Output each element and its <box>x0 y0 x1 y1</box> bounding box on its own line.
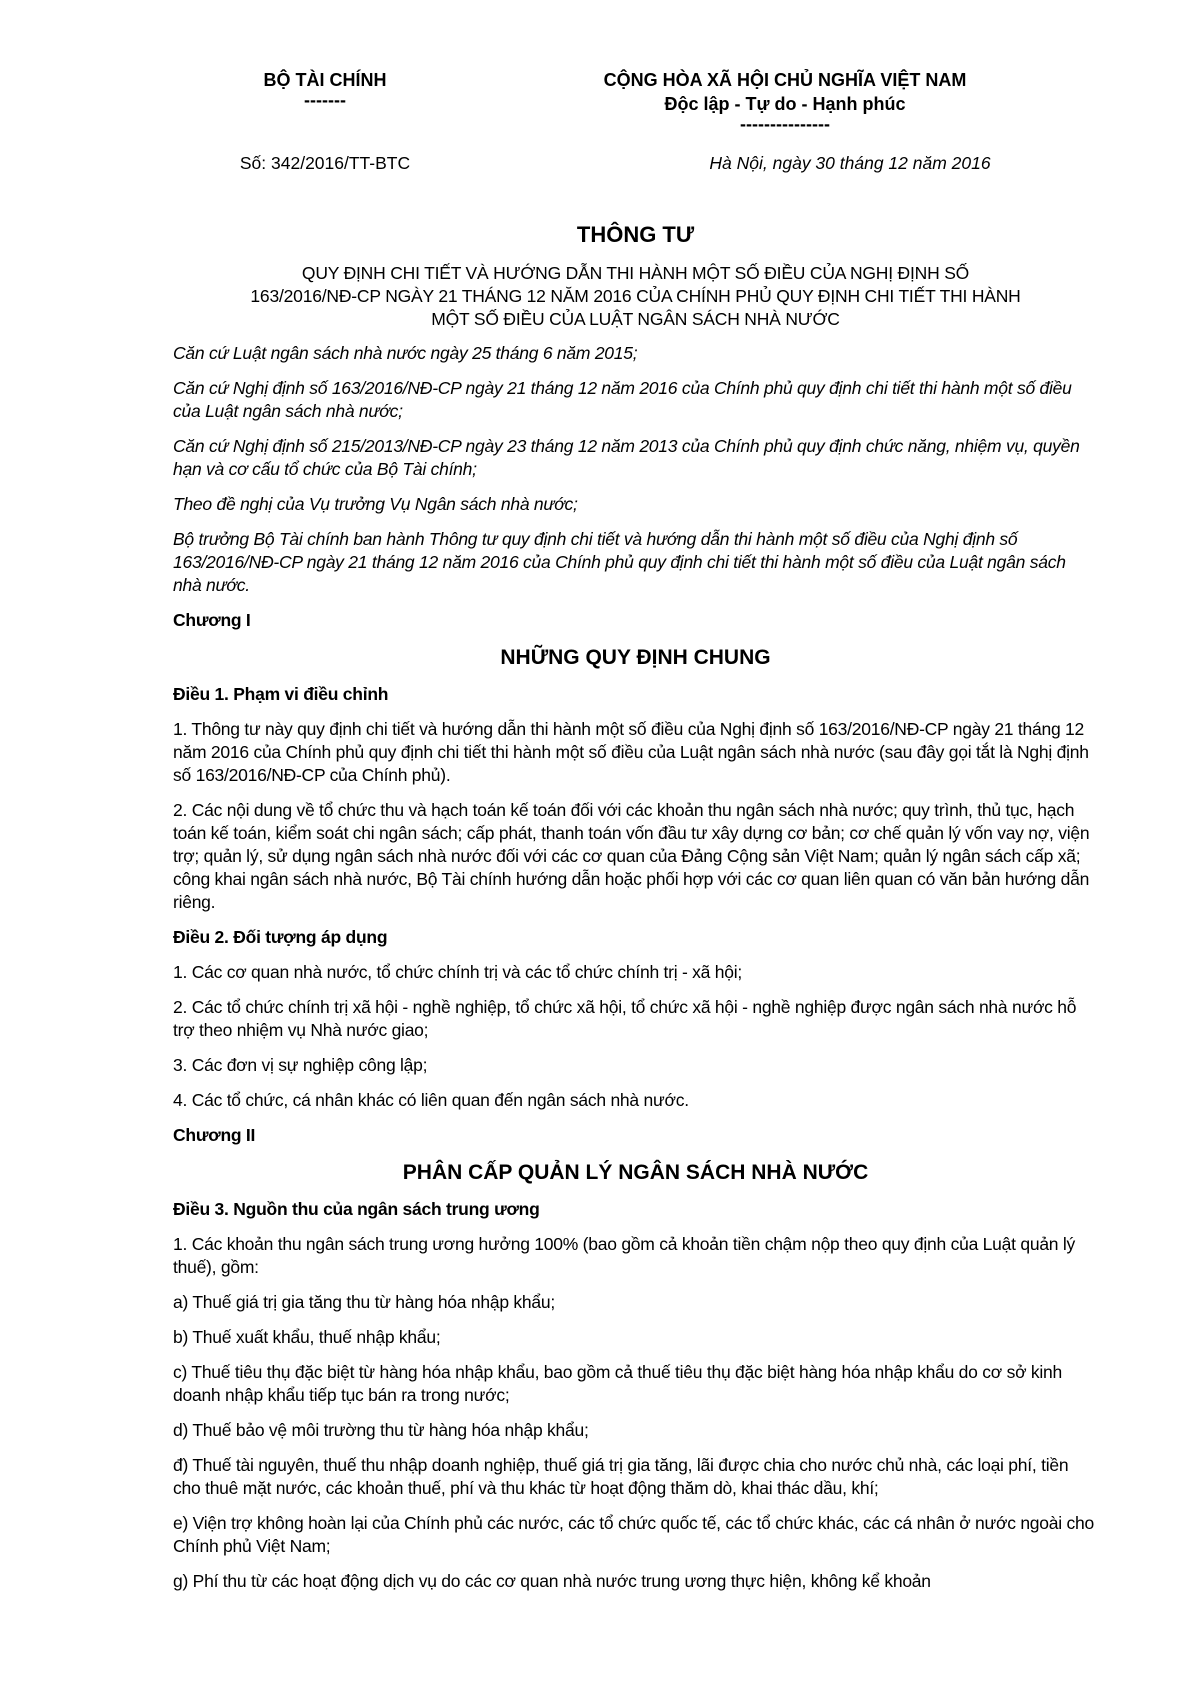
article-paragraph: 2. Các nội dung về tổ chức thu và hạch toán kế toán đối với các khoản thu ngân sách nhà nước; quy trình, thủ tục, hạch toán kế toán, kiểm soát chi ngân sách; cấp phát, thanh toán vốn đầu tư xây dựng cơ bản; cơ chế quản lý vốn vay nợ, viện trợ; quản lý, sử dụng ngân sách nhà nước đối với các cơ quan của Đảng Cộng sản Việt Nam; quản lý ngân sách cấp xã; công khai ngân sách nhà nước, Bộ Tài chính hướng dẫn hoặc phối hợp với các cơ quan liên quan có văn bản hướng dẫn riêng. <box>173 800 1090 912</box>
article-paragraph: 3. Các đơn vị sự nghiệp công lập; <box>173 1055 428 1075</box>
article-heading: Điều 2. Đối tượng áp dụng <box>173 927 388 947</box>
article-paragraph: b) Thuế xuất khẩu, thuế nhập khẩu; <box>173 1327 441 1347</box>
subtitle-line: QUY ĐỊNH CHI TIẾT VÀ HƯỚNG DẪN THI HÀNH MỘT SỐ ĐIỀU CỦA NGHỊ ĐỊNH SỐ <box>301 263 970 283</box>
document-number: Số: 342/2016/TT-BTC <box>239 153 411 173</box>
subtitle-line: MỘT SỐ ĐIỀU CỦA LUẬT NGÂN SÁCH NHÀ NƯỚC <box>431 309 840 329</box>
article-heading: Điều 3. Nguồn thu của ngân sách trung ương <box>173 1199 540 1219</box>
article-paragraph: 2. Các tổ chức chính trị xã hội - nghề nghiệp, tổ chức xã hội, tổ chức xã hội - nghề nghiệp được ngân sách nhà nước hỗ trợ theo nhiệm vụ Nhà nước giao; <box>173 997 1077 1040</box>
article-paragraph: g) Phí thu từ các hoạt động dịch vụ do các cơ quan nhà nước trung ương thực hiện, không kể khoản <box>173 1571 931 1591</box>
preamble-paragraph: Theo đề nghị của Vụ trưởng Vụ Ngân sách nhà nước; <box>173 494 578 514</box>
article-paragraph: a) Thuế giá trị gia tăng thu từ hàng hóa nhập khẩu; <box>173 1292 555 1312</box>
article-paragraph: c) Thuế tiêu thụ đặc biệt từ hàng hóa nhập khẩu, bao gồm cả thuế tiêu thụ đặc biệt hàng hóa nhập khẩu do cơ sở kinh doanh nhập khẩu tiếp tục bán ra trong nước; <box>173 1362 1063 1405</box>
article-paragraph: 1. Các khoản thu ngân sách trung ương hưởng 100% (bao gồm cả khoản tiền chậm nộp theo quy định của Luật quản lý thuế), gồm: <box>173 1234 1076 1277</box>
subtitle-line: 163/2016/NĐ-CP NGÀY 21 THÁNG 12 NĂM 2016 CỦA CHÍNH PHỦ QUY ĐỊNH CHI TIẾT THI HÀNH <box>250 286 1021 306</box>
preamble-paragraph: Căn cứ Luật ngân sách nhà nước ngày 25 tháng 6 năm 2015; <box>173 343 638 363</box>
article-paragraph: 4. Các tổ chức, cá nhân khác có liên quan đến ngân sách nhà nước. <box>173 1090 689 1110</box>
article-paragraph: d) Thuế bảo vệ môi trường thu từ hàng hóa nhập khẩu; <box>173 1420 589 1440</box>
article-paragraph: 1. Thông tư này quy định chi tiết và hướng dẫn thi hành một số điều của Nghị định số 163/2016/NĐ-CP ngày 21 tháng 12 năm 2016 của Chính phủ quy định chi tiết thi hành một số điều của Luật ngân sách nhà nước (sau đây gọi tắt là Nghị định số 163/2016/NĐ-CP của Chính phủ). <box>173 719 1089 785</box>
article-paragraph: e) Viện trợ không hoàn lại của Chính phủ các nước, các tổ chức quốc tế, các tổ chức khác, các cá nhân ở nước ngoài cho Chính phủ Việt Nam; <box>173 1513 1094 1556</box>
document-body <box>173 342 1098 1605</box>
preamble-paragraph: Bộ trưởng Bộ Tài chính ban hành Thông tư quy định chi tiết và hướng dẫn thi hành một số điều của Nghị định số 163/2016/NĐ-CP ngày 21 tháng 12 năm 2016 của Chính phủ quy định chi tiết thi hành một số điều của Luật ngân sách nhà nước. <box>173 529 1066 595</box>
document-subtitle <box>173 262 1098 331</box>
chapter-title: NHỮNG QUY ĐỊNH CHUNG <box>500 646 771 669</box>
preamble-paragraph: Căn cứ Nghị định số 215/2013/NĐ-CP ngày 23 tháng 12 năm 2013 của Chính phủ quy định chức năng, nhiệm vụ, quyền hạn và cơ cấu tổ chức của Bộ Tài chính; <box>173 436 1080 479</box>
ministry-name: BỘ TÀI CHÍNH <box>263 70 387 90</box>
chapter-label: Chương II <box>173 1125 256 1145</box>
motto-separator: --------------- <box>740 114 830 134</box>
article-heading: Điều 1. Phạm vi điều chỉnh <box>173 684 389 704</box>
chapter-title: PHÂN CẤP QUẢN LÝ NGÂN SÁCH NHÀ NƯỚC <box>402 1161 869 1184</box>
national-motto: Độc lập - Tự do - Hạnh phúc <box>664 94 906 114</box>
country-name: CỘNG HÒA XÃ HỘI CHỦ NGHĨA VIỆT NAM <box>603 70 967 90</box>
preamble-paragraph: Căn cứ Nghị định số 163/2016/NĐ-CP ngày 21 tháng 12 năm 2016 của Chính phủ quy định chi tiết thi hành một số điều của Luật ngân sách nhà nước; <box>173 378 1072 421</box>
article-paragraph: 1. Các cơ quan nhà nước, tổ chức chính trị và các tổ chức chính trị - xã hội; <box>173 962 742 982</box>
place-date: Hà Nội, ngày 30 tháng 12 năm 2016 <box>709 153 991 173</box>
article-paragraph: đ) Thuế tài nguyên, thuế thu nhập doanh nghiệp, thuế giá trị gia tăng, lãi được chia cho nước chủ nhà, các loại phí, tiền cho thuê mặt nước, các khoản thuế, phí và thu khác từ hoạt động thăm dò, khai thác dầu, khí; <box>173 1455 1069 1498</box>
ministry-separator: ------- <box>304 90 346 110</box>
document-title: THÔNG TƯ <box>576 222 695 247</box>
chapter-label: Chương I <box>173 610 251 630</box>
